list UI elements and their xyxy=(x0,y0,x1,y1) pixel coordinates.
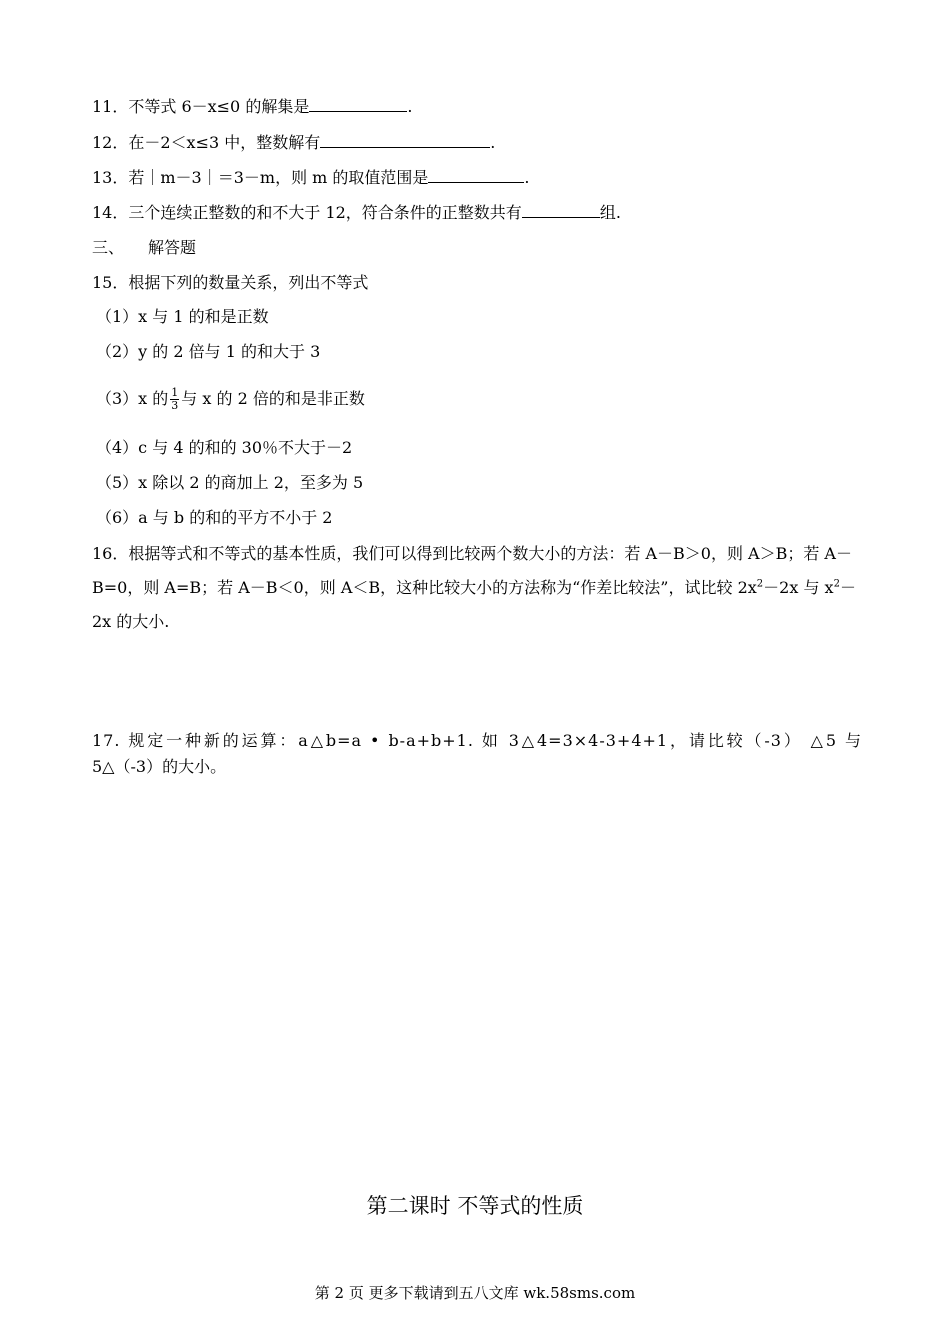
question-16-text-b: －2x 与 x xyxy=(763,578,834,597)
question-13 xyxy=(92,168,530,188)
answer-blank[interactable] xyxy=(428,168,524,183)
question-17-line-2: 5△（-3）的大小。 xyxy=(92,757,227,776)
question-17-line-1: 17. 规定一种新的运算：a△b=a • b-a+b+1. 如 3△4=3×4-3+4+1，请比较（-3） △5 与 xyxy=(92,731,862,750)
question-15-stem: 15．根据下列的数量关系，列出不等式 xyxy=(92,273,369,292)
question-11 xyxy=(92,97,412,117)
question-12-text: 12．在－2＜x≤3 中，整数解有 xyxy=(92,133,321,152)
answer-blank[interactable] xyxy=(320,133,490,148)
answer-blank[interactable] xyxy=(309,97,407,112)
item-3-prefix: （3）x 的 xyxy=(96,389,169,408)
question-14-end: 组. xyxy=(599,203,621,222)
superscript: 2 xyxy=(833,578,840,590)
superscript: 2 xyxy=(756,578,764,590)
fraction-denominator: 3 xyxy=(171,399,179,412)
question-13-text: 13．若｜m－3｜＝3－m，则 m 的取值范围是 xyxy=(92,168,429,187)
question-16 xyxy=(92,537,862,639)
question-11-end: . xyxy=(407,97,413,116)
question-14-text: 14．三个连续正整数的和不大于 12，符合条件的正整数共有 xyxy=(92,203,522,222)
question-15-item-6: （6）a 与 b 的和的平方不小于 2 xyxy=(96,508,333,527)
question-15-item-4: （4）c 与 4 的和的 30％不大于－2 xyxy=(96,438,353,457)
question-15-item-5: （5）x 除以 2 的商加上 2，至多为 5 xyxy=(96,473,364,492)
page-footer: 第 2 页 更多下载请到五八文库 wk.58sms.com xyxy=(314,1284,636,1302)
question-11-text: 11．不等式 6－x≤0 的解集是 xyxy=(92,97,310,116)
fraction xyxy=(170,387,179,412)
lesson-title: 第二课时 不等式的性质 xyxy=(366,1194,584,1218)
question-12 xyxy=(92,133,495,153)
question-15-item-1: （1）x 与 1 的和是正数 xyxy=(96,307,269,326)
question-13-end: . xyxy=(524,168,530,187)
question-16-text-a: 16．根据等式和不等式的基本性质，我们可以得到比较两个数大小的方法：若 A－B＞0，则 A＞B；若 A－B=0，则 A=B；若 A－B＜0，则 A＜B，这种比较大小的方法称为“作差比较法”，试比较 2x xyxy=(92,544,852,597)
fraction-numerator: 1 xyxy=(171,386,179,399)
answer-blank[interactable] xyxy=(522,203,600,218)
question-16-text-c: －2x 的大小. xyxy=(92,578,856,631)
question-12-end: . xyxy=(490,133,496,152)
section-heading: 三、 解答题 xyxy=(92,238,197,257)
question-14 xyxy=(92,203,621,223)
item-3-suffix: 与 x 的 2 倍的和是非正数 xyxy=(181,389,365,408)
question-15-item-3 xyxy=(96,380,365,418)
question-15-item-2: （2）y 的 2 倍与 1 的和大于 3 xyxy=(96,342,321,361)
